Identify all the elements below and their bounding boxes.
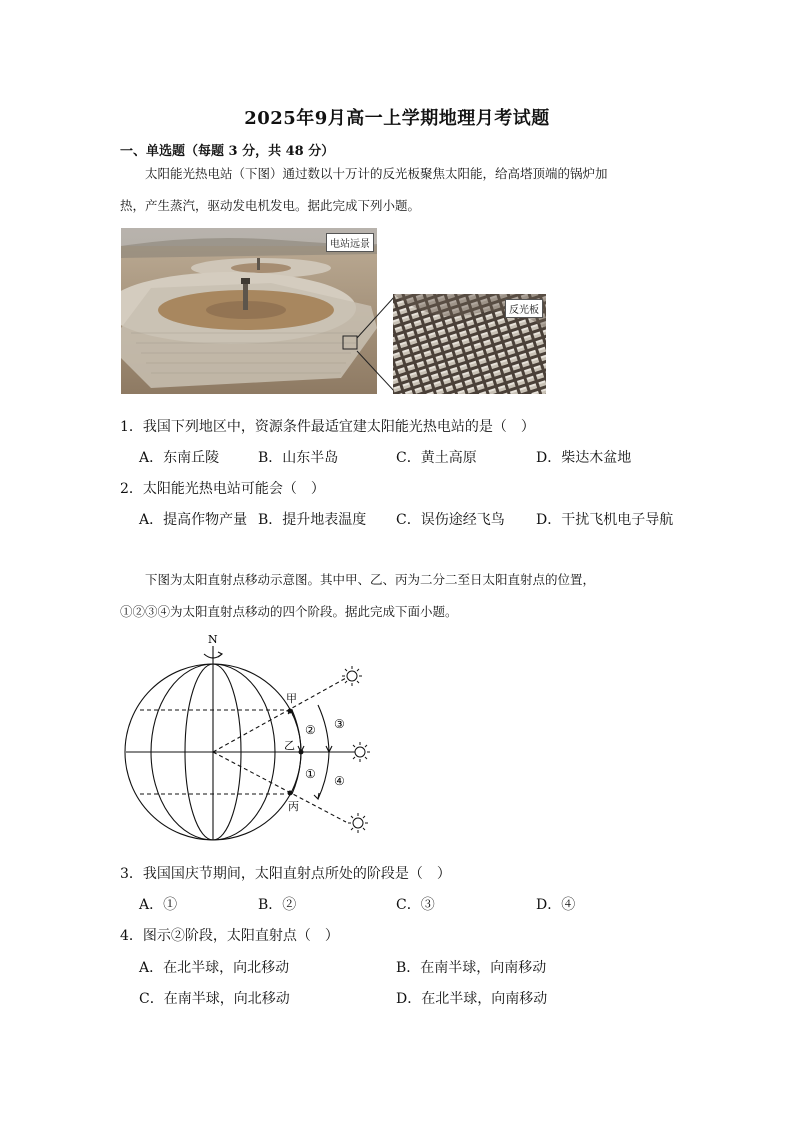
- zoom-connector: [355, 290, 397, 400]
- question-1-option-b[interactable]: B．山东半岛: [258, 450, 339, 466]
- reflector-panel-photo: [393, 294, 546, 394]
- question-3-option-a[interactable]: A．①: [139, 897, 178, 913]
- question-1-option-a[interactable]: A．东南丘陵: [139, 450, 220, 466]
- question-1-stem: 1．我国下列地区中，资源条件最适宜建太阳能光热电站的是（ ）: [120, 419, 535, 435]
- question-4-option-b[interactable]: B．在南半球，向南移动: [396, 960, 547, 976]
- question-2-stem: 2．太阳能光热电站可能会（ ）: [120, 481, 325, 497]
- stage-4-label: ④: [334, 774, 345, 788]
- section-heading: 一、单选题（每题 3 分，共 48 分）: [120, 144, 335, 159]
- stage-1-label: ②: [305, 723, 316, 737]
- intro-1-line-1: 太阳能光热电站（下图）通过数以十万计的反光板聚焦太阳能，给高塔顶端的锅炉加: [145, 166, 608, 181]
- stage-2-label: ①: [305, 767, 316, 781]
- bing-label: 丙: [288, 800, 299, 813]
- question-4-option-d[interactable]: D．在北半球，向南移动: [396, 991, 548, 1007]
- yi-point: [299, 750, 304, 755]
- question-1-option-d[interactable]: D．柴达木盆地: [536, 450, 632, 466]
- question-3-option-c[interactable]: C．③: [396, 897, 435, 913]
- intro-paragraph-1: [120, 158, 680, 222]
- jia-point: [288, 709, 293, 714]
- question-3-option-b[interactable]: B．②: [258, 897, 297, 913]
- sun-direct-point-diagram: [118, 630, 388, 845]
- intro-1-line-2: 热，产生蒸汽，驱动发电机发电。据此完成下列小题。: [120, 198, 421, 213]
- intro-2-line-1: 下图为太阳直射点移动示意图。其中甲、乙、丙为二分二至日太阳直射点的位置，: [145, 572, 596, 587]
- sun-icon-middle: [350, 742, 370, 762]
- main-photo-label: 电站远景: [326, 233, 374, 252]
- zoom-photo-label: 反光板: [505, 299, 543, 318]
- question-4-option-a[interactable]: A．在北半球，向北移动: [139, 960, 290, 976]
- bing-point: [288, 791, 293, 796]
- question-4-option-c[interactable]: C．在南半球，向北移动: [139, 991, 290, 1007]
- question-2-option-a[interactable]: A．提高作物产量: [139, 512, 248, 528]
- intro-paragraph-2: [120, 564, 680, 628]
- power-station-photo: [121, 228, 377, 394]
- intro-2-line-2: ①②③④为太阳直射点移动的四个阶段。据此完成下面小题。: [120, 604, 458, 619]
- stage-3-label: ③: [334, 717, 345, 731]
- yi-label: 乙: [284, 739, 295, 752]
- sun-icon-bottom: [348, 813, 368, 833]
- question-4-stem: 4．图示②阶段，太阳直射点（ ）: [120, 928, 339, 944]
- question-2-option-d[interactable]: D．干扰飞机电子导航: [536, 512, 674, 528]
- jia-label: 甲: [286, 692, 297, 705]
- north-label: N: [208, 633, 218, 646]
- question-1-option-c[interactable]: C．黄土高原: [396, 450, 477, 466]
- question-3-option-d[interactable]: D．④: [536, 897, 576, 913]
- question-3-stem: 3．我国国庆节期间，太阳直射点所处的阶段是（ ）: [120, 866, 451, 882]
- page-title: 2025年9月高一上学期地理月考试题: [244, 108, 550, 129]
- question-2-option-c[interactable]: C．误伤途经飞鸟: [396, 512, 505, 528]
- sun-icon-top: [342, 666, 362, 686]
- question-2-option-b[interactable]: B．提升地表温度: [258, 512, 367, 528]
